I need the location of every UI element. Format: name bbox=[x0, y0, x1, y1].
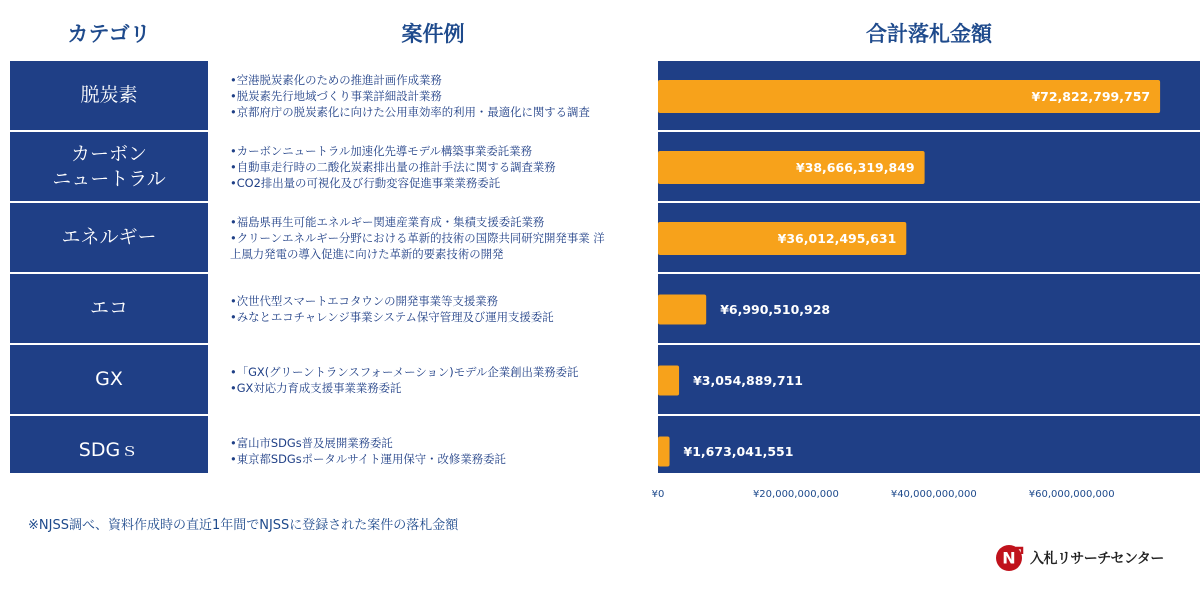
case-example-item: •福島県再生可能エネルギー関連産業育成・集積支援委託業務 bbox=[230, 214, 545, 229]
x-axis-tick-label: ¥40,000,000,000 bbox=[890, 489, 977, 500]
category-label: カーボン ニュートラル bbox=[52, 142, 166, 190]
case-example-item: •京都府庁の脱炭素化に向けた公用車効率的利用・最適化に関する調査 bbox=[230, 104, 590, 119]
case-example-item: •富山市SDGs普及展開業務委託 bbox=[230, 435, 393, 450]
category-label: 脱炭素 bbox=[80, 84, 138, 107]
bar-value-label: ¥3,054,889,711 bbox=[693, 373, 803, 388]
bar bbox=[658, 295, 706, 325]
case-example-item: •クリーンエネルギー分野における革新的技術の国際共同研究開発事業 洋 bbox=[230, 230, 605, 245]
category-label: GX bbox=[95, 368, 123, 391]
header-category: カテゴリ bbox=[67, 22, 151, 46]
case-example-item: •東京都SDGsポータルサイト運用保守・改修業務委託 bbox=[230, 451, 506, 466]
bar bbox=[658, 437, 670, 467]
bar-value-label: ¥72,822,799,757 bbox=[1031, 89, 1151, 104]
case-example-item: •CO2排出量の可視化及び行動変容促進事業業務委託 bbox=[230, 175, 501, 190]
header-total-amount: 合計落札金額 bbox=[866, 22, 992, 46]
footnote: ※NJSS調べ、資料作成時の直近1年間でNJSSに登録された案件の落札金額 bbox=[28, 518, 459, 533]
bar bbox=[658, 366, 679, 396]
category-label: エコ bbox=[89, 297, 128, 320]
case-example-item: •自動車走行時の二酸化炭素排出量の推計手法に関する調査業務 bbox=[230, 159, 556, 174]
x-axis-tick-label: ¥60,000,000,000 bbox=[1028, 489, 1115, 500]
logo-mark-letter: N bbox=[1002, 548, 1016, 568]
category-label: エネルギー bbox=[61, 226, 157, 249]
x-axis-tick-label: ¥0 bbox=[651, 489, 665, 500]
bar-value-label: ¥1,673,041,551 bbox=[683, 444, 794, 459]
case-example-item: 上風力発電の導入促進に向けた革新的要素技術の開発 bbox=[230, 246, 504, 261]
case-example-item: •脱炭素先行地域づくり事業詳細設計業務 bbox=[230, 88, 442, 103]
case-example-item: •GX対応力育成支援事業業務委託 bbox=[230, 380, 402, 395]
category-table bbox=[10, 61, 1200, 473]
x-axis-tick-label: ¥20,000,000,000 bbox=[752, 489, 839, 500]
case-example-item: •「GX(グリーントランスフォーメーション)モデル企業創出業務委託 bbox=[230, 364, 579, 379]
logo-mark-icon bbox=[994, 543, 1024, 573]
case-example-item: •空港脱炭素化のための推進計画作成業務 bbox=[230, 72, 442, 87]
category-label: SDGｓ bbox=[78, 439, 140, 462]
brand-logo bbox=[994, 543, 1164, 573]
bar-chart bbox=[10, 61, 1200, 473]
bar-value-label: ¥6,990,510,928 bbox=[720, 302, 831, 317]
logo-text: 入札リサーチセンター bbox=[1030, 551, 1164, 567]
bar-value-label: ¥36,012,495,631 bbox=[777, 231, 897, 246]
case-example-item: •カーボンニュートラル加速化先導モデル構築事業委託業務 bbox=[230, 143, 532, 158]
header-cases: 案件例 bbox=[401, 22, 465, 46]
case-example-item: •みなとエコチャレンジ事業システム保守管理及び運用支援委託 bbox=[230, 309, 554, 324]
bar-value-label: ¥38,666,319,849 bbox=[795, 160, 915, 175]
case-example-item: •次世代型スマートエコタウンの開発事業等支援業務 bbox=[230, 293, 499, 308]
